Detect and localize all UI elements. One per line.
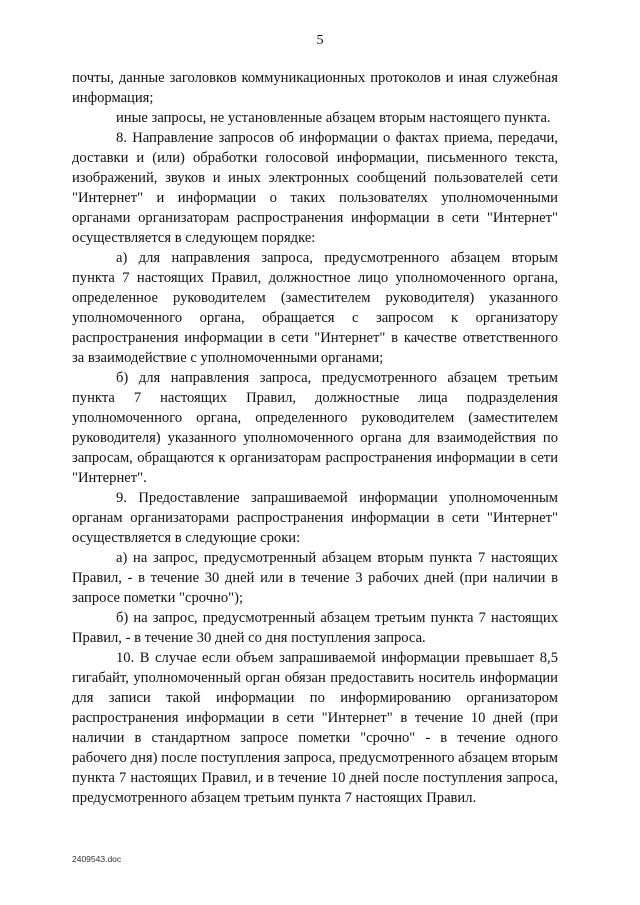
- paragraph-item-8: 8. Направление запросов об информации о фактах приема, передачи, доставки и (или) обработки голосовой информации, письменного текста, изображений, звуков и иных электронных сообщений пользователей сети "Интернет" и информации о таких пользователях уполномоченными органами организаторам распространения информации в сети "Интернет" осуществляется в следующем порядке:: [72, 130, 558, 246]
- paragraph-item-10: 10. В случае если объем запрашиваемой информации превышает 8,5 гигабайт, уполномоченный орган обязан предоставить носитель информации для записи такой информации по информированию организатором распространения информации в сети "Интернет" в течение 10 дней (при наличии в стандартном запросе пометки "срочно" - в течение одного рабочего дня) после поступления запроса, предусмотренного абзацем вторым пункта 7 настоящих Правил, и в течение 10 дней после поступления запроса, предусмотренного абзацем третьим пункта 7 настоящих Правил.: [72, 650, 558, 806]
- page-number: 5: [316, 33, 324, 48]
- paragraph: иные запросы, не установленные абзацем вторым настоящего пункта.: [116, 110, 551, 126]
- paragraph-item-9b: б) на запрос, предусмотренный абзацем третьим пункта 7 настоящих Правил, - в течение 30 дней со дня поступления запроса.: [72, 610, 558, 646]
- paragraph-item-8a: а) для направления запроса, предусмотренного абзацем вторым пункта 7 настоящих Правил, должностное лицо уполномоченного органа, определенное руководителем (заместителем руководителя) указанного уполномоченного органа, обращается с запросом к организатору распространения информации в сети "Интернет" в качестве ответственного за взаимодействие с уполномоченными органами;: [72, 250, 558, 366]
- paragraph-item-9: 9. Предоставление запрашиваемой информации уполномоченным органам организаторами распространения информации в сети "Интернет" осуществляется в следующие сроки:: [72, 490, 558, 546]
- document-filename: 2409543.doc: [72, 854, 122, 864]
- paragraph-continuation: почты, данные заголовков коммуникационных протоколов и иная служебная информация;: [72, 70, 558, 106]
- paragraph-item-8b: б) для направления запроса, предусмотренного абзацем третьим пункта 7 настоящих Правил, должностные лица подразделения уполномоченного органа, определенного руководителем (заместителем руководителя) указанного уполномоченного органа для взаимодействия по запросам, обращаются к организаторам распространения информации в сети "Интернет".: [72, 370, 558, 486]
- paragraph-item-9a: а) на запрос, предусмотренный абзацем вторым пункта 7 настоящих Правил, - в течение 30 дней или в течение 3 рабочих дней (при наличии в запросе пометки "срочно");: [72, 550, 558, 606]
- document-body: [72, 68, 558, 808]
